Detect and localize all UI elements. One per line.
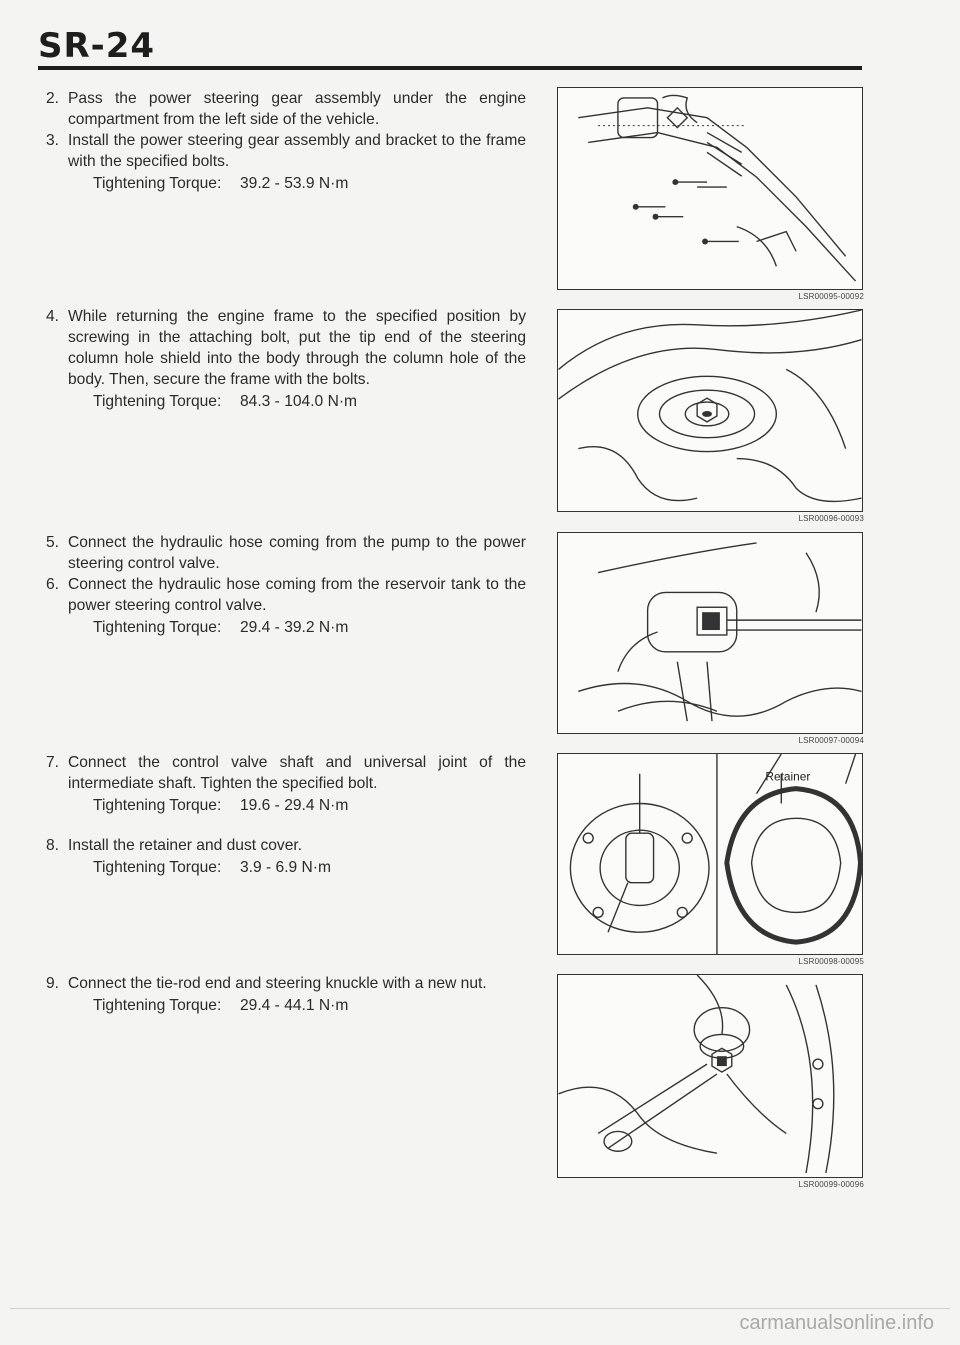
torque-label: Tightening Torque: — [93, 859, 222, 876]
torque-spec — [46, 173, 526, 195]
torque-label: Tightening Torque: — [93, 797, 222, 814]
torque-label: Tightening Torque: — [93, 619, 222, 636]
step-number: 5. — [46, 534, 60, 551]
figure-hydraulic-hose — [557, 532, 863, 734]
figure-code: LSR00095-00092 — [798, 292, 864, 301]
step-2 — [46, 88, 526, 130]
torque-value: 3.9 - 6.9 N·m — [240, 859, 331, 876]
step-number: 6. — [46, 576, 60, 593]
step-text: Install the power steering gear assembly and bracket to the frame with the specified bolts. — [68, 132, 526, 170]
torque-spec — [46, 391, 526, 413]
gear-assembly-illustration — [558, 88, 862, 289]
step-text: Install the retainer and dust cover. — [68, 837, 303, 854]
step-text: Connect the control valve shaft and universal joint of the intermediate shaft. Tighten the specified bolt. — [68, 754, 526, 792]
step-6 — [46, 574, 526, 616]
footer-rule — [10, 1308, 950, 1309]
section-engine-frame — [46, 306, 526, 413]
step-number: 9. — [46, 975, 60, 992]
figure-universal-joint — [557, 753, 863, 955]
retainer-callout: Retainer — [765, 769, 811, 784]
figure-engine-frame — [557, 309, 863, 512]
engine-frame-illustration — [558, 310, 862, 511]
section-hydraulic-hose — [46, 532, 526, 639]
torque-value: 19.6 - 29.4 N·m — [240, 797, 349, 814]
step-number: 3. — [46, 132, 60, 149]
torque-label: Tightening Torque: — [93, 997, 222, 1014]
figure-code: LSR00098-00095 — [798, 957, 864, 966]
page-code: SR-24 — [38, 26, 156, 66]
torque-value: 29.4 - 39.2 N·m — [240, 619, 349, 636]
step-5 — [46, 532, 526, 574]
torque-value: 29.4 - 44.1 N·m — [240, 997, 349, 1014]
section-tie-rod — [46, 973, 526, 1017]
figure-gear-assembly — [557, 87, 863, 290]
step-text: Connect the hydraulic hose coming from the reservoir tank to the power steering control valve. — [68, 576, 526, 614]
step-3 — [46, 130, 526, 172]
header-rule — [38, 66, 862, 70]
torque-label: Tightening Torque: — [93, 393, 222, 410]
figure-code: LSR00097-00094 — [798, 736, 864, 745]
torque-spec — [46, 995, 526, 1017]
torque-label: Tightening Torque: — [93, 175, 222, 192]
step-text: Connect the tie-rod end and steering knuckle with a new nut. — [68, 975, 487, 992]
torque-spec — [46, 795, 526, 817]
figure-code: LSR00099-00096 — [798, 1180, 864, 1189]
step-9 — [46, 973, 526, 994]
torque-value: 39.2 - 53.9 N·m — [240, 175, 349, 192]
torque-spec — [46, 857, 526, 879]
watermark: carmanualsonline.info — [739, 1312, 934, 1334]
step-number: 7. — [46, 754, 60, 771]
step-number: 4. — [46, 308, 60, 325]
torque-spec — [46, 617, 526, 639]
hydraulic-hose-illustration — [558, 533, 862, 733]
step-text: Pass the power steering gear assembly under the engine compartment from the left side of the vehicle. — [68, 90, 526, 128]
step-text: Connect the hydraulic hose coming from the pump to the power steering control valve. — [68, 534, 526, 572]
step-8 — [46, 835, 526, 856]
torque-value: 84.3 - 104.0 N·m — [240, 393, 358, 410]
section-universal-joint — [46, 752, 526, 879]
step-number: 2. — [46, 90, 60, 107]
step-4 — [46, 306, 526, 390]
step-7 — [46, 752, 526, 794]
tie-rod-illustration — [558, 975, 862, 1177]
figure-tie-rod — [557, 974, 863, 1178]
universal-joint-illustration — [558, 754, 862, 954]
step-text: While returning the engine frame to the specified position by screwing in the attaching bolt, put the tip end of the steering column hole shield into the body through the column hole of the body. Then, secure the frame with the bolts. — [68, 308, 526, 388]
figure-code: LSR00096-00093 — [798, 514, 864, 523]
step-number: 8. — [46, 837, 60, 854]
section-gear-install — [46, 88, 526, 195]
